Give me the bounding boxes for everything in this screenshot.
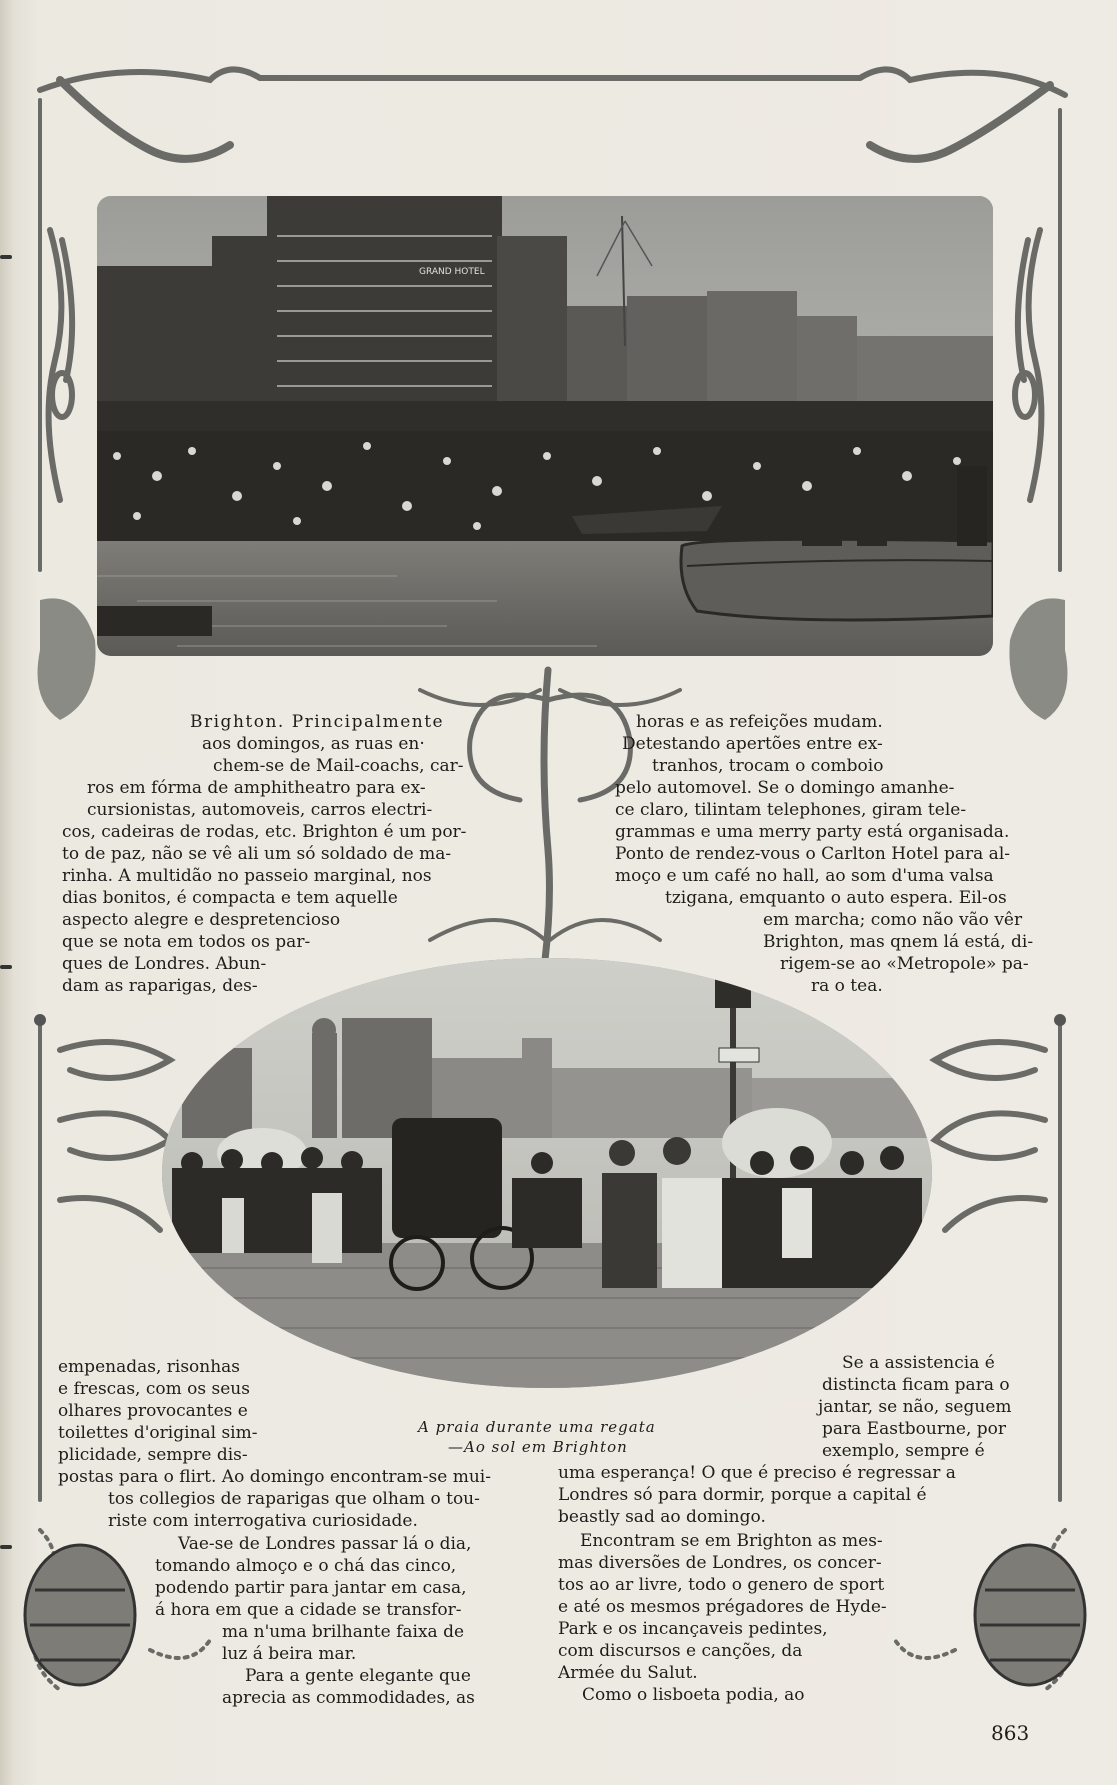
text-line: Encontram se em Brighton as mes- <box>580 1531 883 1551</box>
lower-photo-promenade <box>162 958 932 1388</box>
text-line: to de paz, não se vê ali um só soldado de ma- <box>62 844 452 864</box>
text-line: para Eastbourne, por <box>822 1419 1007 1439</box>
text-line: Detestando apertões entre ex- <box>622 734 883 754</box>
text-line: chem-se de Mail-coachs, car- <box>213 756 464 776</box>
text-line: que se nota em todos os par- <box>62 932 311 952</box>
text-line: tos ao ar livre, todo o genero de sport <box>558 1575 885 1595</box>
text-line: Londres só para dormir, porque a capital é <box>558 1485 927 1505</box>
text-line: luz á beira mar. <box>222 1644 357 1664</box>
text-line: plicidade, sempre dis- <box>58 1445 248 1465</box>
text-line: mas diversões de Londres, os concer- <box>558 1553 882 1573</box>
photo-caption-line1: A praia durante uma regata <box>418 1418 656 1436</box>
text-line: grammas e uma merry party está organisada. <box>615 822 1010 842</box>
text-line: pelo automovel. Se o domingo amanhe- <box>615 778 955 798</box>
text-line: dam as raparigas, des- <box>62 976 258 996</box>
text-line: com discursos e canções, da <box>558 1641 803 1661</box>
text-line: ques de Londres. Abun- <box>62 954 267 974</box>
text-line: olhares provocantes e <box>58 1401 248 1421</box>
text-line: Para a gente elegante que <box>245 1666 471 1686</box>
text-line: Armée du Salut. <box>558 1663 698 1683</box>
text-line: aos domingos, as ruas en· <box>202 734 425 754</box>
text-line: empenadas, risonhas <box>58 1357 241 1377</box>
photo-caption-line2: —Ao sol em Brighton <box>448 1438 628 1456</box>
text-line: tos collegios de raparigas que olham o tou- <box>108 1489 480 1509</box>
text-line: aprecia as commodidades, as <box>222 1688 475 1708</box>
text-line: aspecto alegre e despretencioso <box>62 910 341 930</box>
text-line: toilettes d'original sim- <box>58 1423 258 1443</box>
text-line: ra o tea. <box>811 976 883 996</box>
text-line: podendo partir para jantar em casa, <box>155 1578 467 1598</box>
text-line: tzigana, emquanto o auto espera. Eil-os <box>665 888 1007 908</box>
text-line: ros em fórma de amphitheatro para ex- <box>87 778 426 798</box>
text-line: uma esperança! O que é preciso é regressar a <box>558 1463 956 1483</box>
text-line: postas para o flirt. Ao domingo encontram-se mui- <box>58 1467 491 1487</box>
text-line: rinha. A multidão no passeio marginal, nos <box>62 866 432 886</box>
text-line: Brighton. Principalmente <box>190 712 445 732</box>
text-line: em marcha; como não vão vêr <box>763 910 1023 930</box>
text-line: distincta ficam para o <box>822 1375 1010 1395</box>
text-line: tomando almoço e o chá das cinco, <box>155 1556 457 1576</box>
text-line: dias bonitos, é compacta e tem aquelle <box>62 888 398 908</box>
text-line: cursionistas, automoveis, carros electri- <box>87 800 433 820</box>
grand-hotel-sign: GRAND HOTEL <box>419 267 485 277</box>
top-photo-regatta <box>97 196 993 656</box>
text-line: ma n'uma brilhante faixa de <box>222 1622 465 1642</box>
text-line: Se a assistencia é <box>842 1353 995 1373</box>
text-line: beastly sad ao domingo. <box>558 1507 766 1527</box>
text-line: Park e os incançaveis pedintes, <box>558 1619 828 1639</box>
text-line: exemplo, sempre é <box>822 1441 985 1461</box>
text-line: á hora em que a cidade se transfor- <box>155 1600 462 1620</box>
text-line: cos, cadeiras de rodas, etc. Brighton é um por- <box>62 822 467 842</box>
text-line: ce claro, tilintam telephones, giram tele- <box>615 800 967 820</box>
text-line: e frescas, com os seus <box>58 1379 250 1399</box>
text-line: Brighton, mas qnem lá está, di- <box>763 932 1034 952</box>
text-line: tranhos, trocam o comboio <box>652 756 884 776</box>
text-line: Vae-se de Londres passar lá o dia, <box>178 1534 472 1554</box>
text-line: Ponto de rendez-vous o Carlton Hotel para al- <box>615 844 1011 864</box>
text-line: horas e as refeições mudam. <box>636 712 883 732</box>
text-line: moço e um café no hall, ao som d'uma valsa <box>615 866 994 886</box>
text-line: rigem-se ao «Metropole» pa- <box>780 954 1029 974</box>
text-line: e até os mesmos prégadores de Hyde- <box>558 1597 887 1617</box>
text-line: riste com interrogativa curiosidade. <box>108 1511 418 1531</box>
text-line: jantar, se não, seguem <box>818 1397 1012 1417</box>
text-line: Como o lisboeta podia, ao <box>582 1685 805 1705</box>
page-number: 863 <box>991 1721 1030 1745</box>
